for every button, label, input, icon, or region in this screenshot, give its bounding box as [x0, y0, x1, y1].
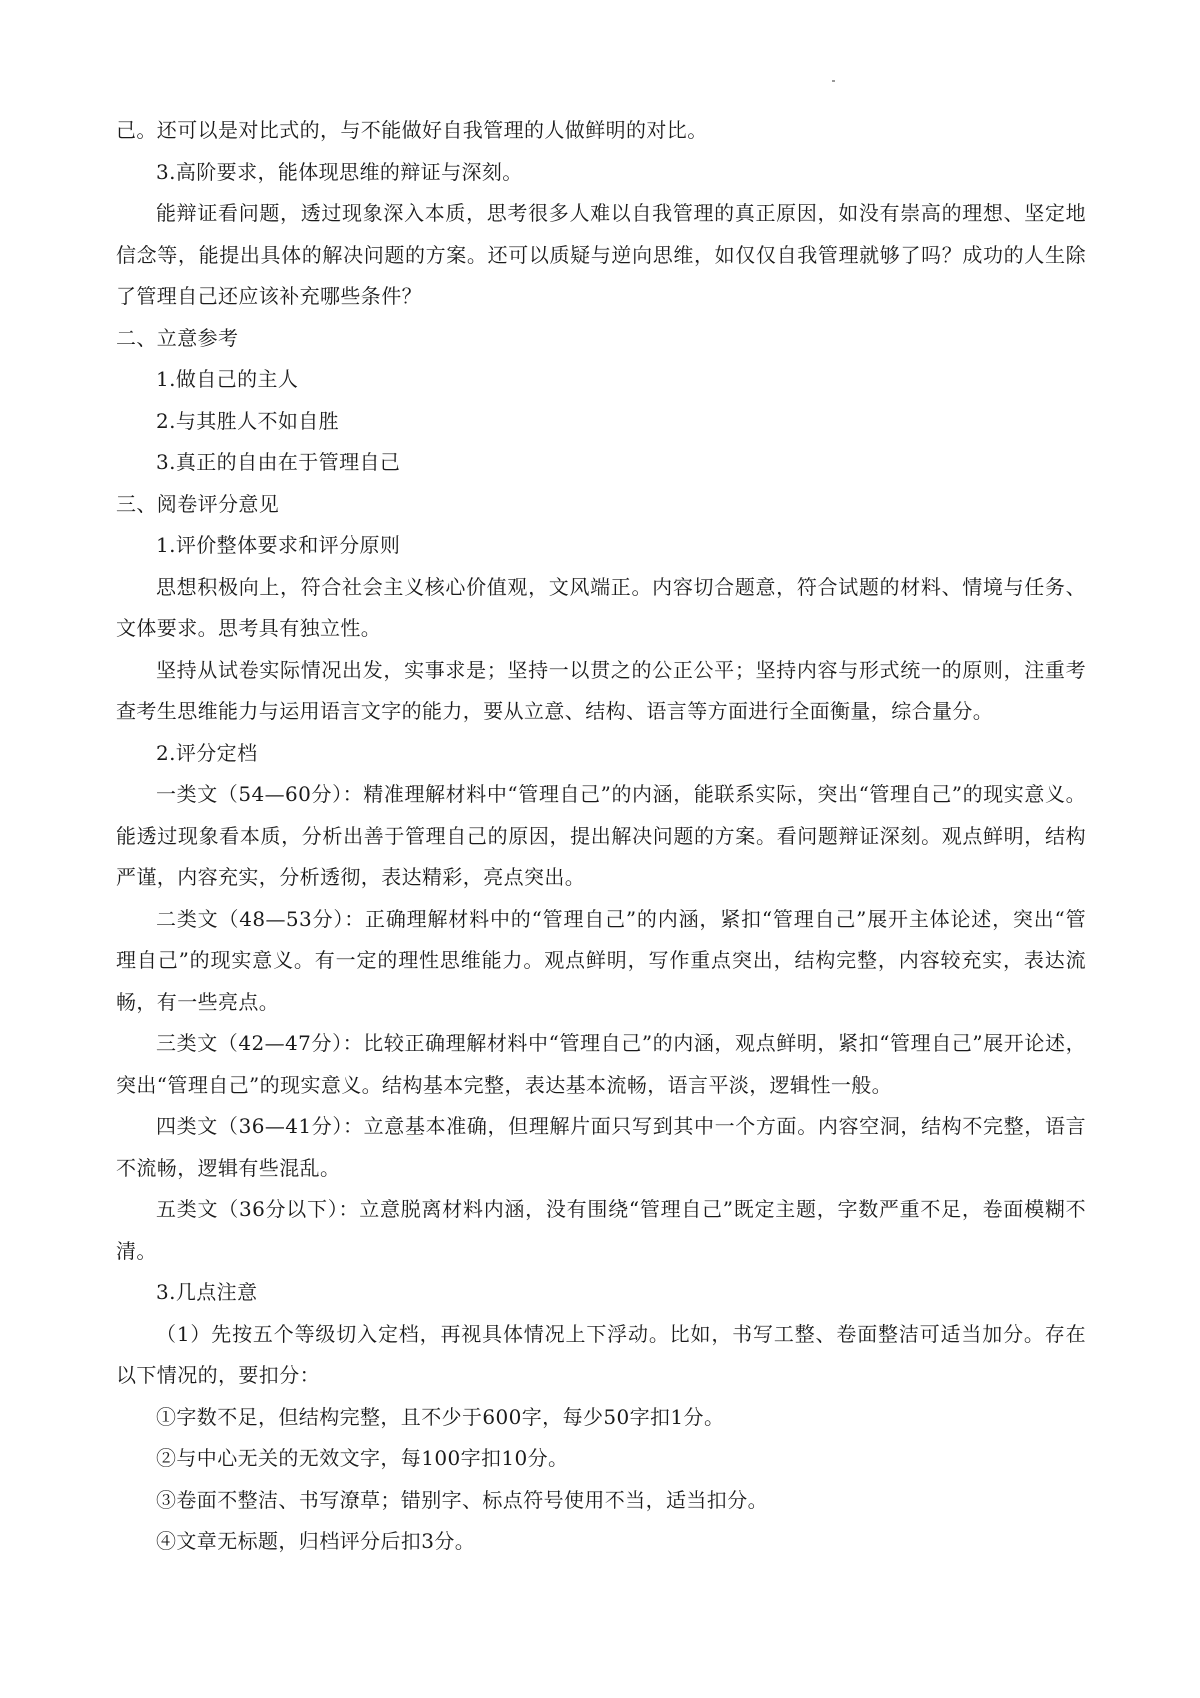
subheading-grade-levels: 2.评分定档: [156, 740, 258, 765]
grade-level-4: 四类文（36—41分）：立意基本准确，但理解片面只写到其中一个方面。内容空洞，结构不完整，语言不流畅，逻辑有些混乱。: [116, 1114, 1086, 1180]
section-heading-theme-reference: 二、立意参考: [116, 325, 239, 350]
subheading-notes: 3.几点注意: [156, 1280, 258, 1304]
grade-level-3: 三类文（42—47分）：比较正确理解材料中“管理自己”的内涵，观点鲜明，紧扣“管理自己”展开论述，突出“管理自己”的现实意义。结构基本完整，表达基本流畅，语言平淡，逻辑性一般。: [116, 1031, 1086, 1097]
paragraph-grading-principles: 坚持从试卷实际情况出发，实事求是；坚持一以贯之的公正公平；坚持内容与形式统一的原则，注重考查考生思维能力与运用语言文字的能力，要从立意、结构、语言等方面进行全面衡量，综合量分。: [116, 657, 1086, 723]
theme-item-2: 2.与其胜人不如自胜: [156, 408, 340, 433]
grade-level-5: 五类文（36分以下）：立意脱离材料内涵，没有围绕“管理自己”既定主题，字数严重不足，卷面模糊不清。: [116, 1197, 1086, 1263]
section-heading-grading-opinion: 三、阅卷评分意见: [116, 491, 280, 516]
grade-level-1: 一类文（54—60分）：精准理解材料中“管理自己”的内涵，能联系实际，突出“管理自己”的现实意义。能透过现象看本质，分析出善于管理自己的原因，提出解决问题的方案。看问题辩证深刻。观点鲜明，结构严谨，内容充实，分析透彻，表达精彩，亮点突出。: [116, 782, 1086, 889]
theme-item-3: 3.真正的自由在于管理自己: [156, 450, 401, 474]
scan-dot: [832, 80, 835, 82]
deduction-item-1: ①字数不足，但结构完整，且不少于600字，每少50字扣1分。: [156, 1404, 725, 1429]
grade-level-2: 二类文（48—53分）：正确理解材料中的“管理自己”的内涵，紧扣“管理自己”展开主体论述，突出“管理自己”的现实意义。有一定的理性思维能力。观点鲜明，写作重点突出，结构完整，内容较充实，表达流畅，有一些亮点。: [116, 906, 1086, 1014]
deduction-item-3: ③卷面不整洁、书写潦草；错别字、标点符号使用不当，适当扣分。: [156, 1487, 768, 1512]
theme-item-1: 1.做自己的主人: [156, 367, 299, 391]
subheading-overall-requirements: 1.评价整体要求和评分原则: [156, 533, 401, 557]
paragraph-advanced-requirement: 3.高阶要求，能体现思维的辩证与深刻。: [156, 159, 523, 184]
note-1: （1）先按五个等级切入定档，再视具体情况上下浮动。比如，书写工整、卷面整洁可适当加分。存在以下情况的，要扣分：: [116, 1321, 1086, 1387]
document-body: [116, 110, 1086, 1563]
paragraph-dialectical-thinking: 能辩证看问题，透过现象深入本质，思考很多人难以自我管理的真正原因，如没有崇高的理想、坚定地信念等，能提出具体的解决问题的方案。还可以质疑与逆向思维，如仅仅自我管理就够了吗？成功的人生除了管理自己还应该补充哪些条件？: [116, 201, 1086, 308]
paragraph-continuation: 己。还可以是对比式的，与不能做好自我管理的人做鲜明的对比。: [116, 118, 708, 142]
deduction-item-2: ②与中心无关的无效文字，每100字扣10分。: [156, 1446, 569, 1470]
paragraph-positive-thinking: 思想积极向上，符合社会主义核心价值观，文风端正。内容切合题意，符合试题的材料、情境与任务、文体要求。思考具有独立性。: [116, 574, 1086, 640]
deduction-item-4: ④文章无标题，归档评分后扣3分。: [156, 1529, 476, 1553]
